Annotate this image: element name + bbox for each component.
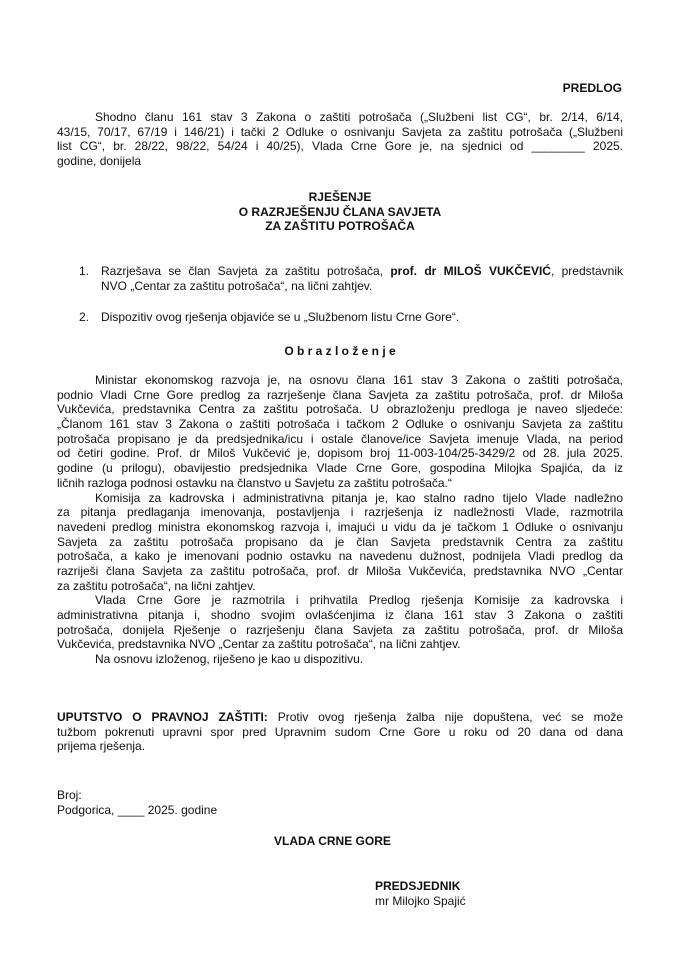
legal-remedy: [57, 710, 623, 754]
list-item-1: [79, 264, 623, 293]
paragraph-line: ličnih razloga podnosi ostavku na članstvo u Savjetu za zaštitu potrošača.“: [57, 475, 452, 490]
paragraph-line: navedeni predlog ministra ekonomskog razvoja i, imajući u vidu da je tačkom 1 Odluke o osnivanju: [57, 519, 623, 534]
paragraph-line: potrošača, donijela Rješenje o razrješenju člana Savjeta za zaštitu potrošača, prof. dr Miloša: [57, 622, 623, 637]
legal-line: tužbom pokrenuti upravni spor pred Upravnim sudom Crne Gore u roku od 20 dana od dana: [57, 724, 623, 739]
signatory-name: mr Milojko Spajić: [375, 894, 466, 908]
item-text-pre: Razrješava se član Savjeta za zaštitu potrošača,: [101, 264, 391, 278]
reasoning-paragraph: [57, 593, 623, 652]
signatory-role: PREDSJEDNIK: [375, 879, 461, 893]
legal-text: Protiv ovog rješenja žalba nije dopuštena, već se može: [267, 710, 623, 724]
title-line: O RAZRJEŠENJU ČLANA SAVJETA: [238, 204, 442, 219]
paragraph-line: „Članom 161 stav 3 Zakona o zaštiti potrošača i tačkom 2 Odluke o osnivanju Savjeta za zaštitu: [57, 417, 623, 432]
reasoning-heading: O b r a z l o ž e n j e: [284, 344, 396, 358]
paragraph-line: Vukčevića, predstavnika NVO „Centar za zaštitu potrošača“, na lični zahtjev.: [57, 637, 461, 652]
paragraph-line: Komisija za kadrovska i administrativna pitanja je, kao stalno radno tijelo Vlade nadležno: [95, 490, 623, 505]
paragraph-line: list CG“, br. 28/22, 98/22, 54/24 i 40/25), Vlada Crne Gore je, na sjednici od ________ 2025.: [57, 139, 623, 154]
paragraph-line: Vlada Crne Gore je razmotrila i prihvatila Predlog rješenja Komisije za kadrovska i: [95, 593, 623, 608]
item-text: NVO „Centar za zaštitu potrošača“, na lični zahtjev.: [101, 278, 373, 293]
legal-label: UPUTSTVO O PRAVNOJ ZAŠTITI:: [57, 710, 268, 724]
paragraph-line: 43/15, 70/17, 67/19 i 146/21) i tački 2 Odluke o osnivanju Savjeta za zaštitu potrošača („Službeni: [57, 124, 623, 139]
paragraph-line: Vukčevića, predstavnika Centra za zaštitu potrošača. U obrazloženju predloga je naveo sljedeće:: [57, 402, 623, 417]
list-item-2: [79, 310, 623, 325]
item-text: [101, 264, 623, 279]
paragraph-line: Na osnovu izloženog, riješeno je kao u dispozitivu.: [95, 652, 364, 667]
paragraph-line: za pitanja predlaganja imenovanja, postavljenja i razrješenja iz nadležnosti Vlade, razmotrila: [57, 505, 623, 520]
item-text-post: , predstavnik: [550, 264, 623, 278]
government-name: VLADA CRNE GORE: [274, 834, 391, 848]
title-line: RJEŠENJE: [308, 190, 372, 204]
paragraph-line: administrativna pitanja i, shodno svojim ovlašćenjima iz člana 161 stav 3 Zakona o zaštiti: [57, 608, 623, 622]
place-date: Podgorica, ____ 2025. godine: [57, 803, 218, 817]
list-number: 2.: [79, 310, 90, 324]
preamble: [57, 110, 623, 169]
legal-line: prijema rješenja.: [57, 739, 146, 754]
paragraph-line: potrošača propisano je da predsjednika/icu i ostale članove/ice Savjeta imenuje Vlada, na period: [57, 431, 623, 446]
document-title: [57, 190, 623, 234]
legal-line: [57, 710, 623, 725]
paragraph-line: potrošača, a kako je imenovani podnio ostavku na navedenu dužnost, podnijela Vladi predlog da: [57, 549, 623, 564]
title-line: ZA ZAŠTITU POTROŠAČA: [265, 219, 415, 234]
paragraph-line: od četiri godine. Prof. dr Miloš Vukčević je, dopisom broj 11-003-104/25-3429/2 od 28. jula 2025.: [57, 446, 623, 461]
list-number: 1.: [79, 264, 90, 278]
reasoning-paragraph: [57, 373, 623, 491]
paragraph-line: godine, donijela: [57, 154, 142, 169]
paragraph-line: za zaštitu potrošača“, na lični zahtjev.: [57, 578, 256, 593]
paragraph-line: Shodno članu 161 stav 3 Zakona o zaštiti potrošača („Službeni list CG“, br. 2/14, 6/14,: [95, 110, 623, 124]
proposal-label: PREDLOG: [562, 81, 622, 95]
paragraph-line: godine (u prilogu), obavijestio predsjednika Vlade Crne Gore, gospodina Milojka Spajića, da iz: [57, 461, 623, 476]
item-text: Dispozitiv ovog rješenja objaviće se u „Službenom listu Crne Gore“.: [101, 310, 460, 324]
paragraph-line: razriješi člana Savjeta za zaštitu potrošača, prof. dr Miloša Vukčevića, predstavnika NVO „Centar: [57, 563, 623, 578]
reasoning-paragraph: [57, 491, 623, 594]
paragraph-line: Ministar ekonomskog razvoja je, na osnovu člana 161 stav 3 Zakona o zaštiti potrošača,: [95, 373, 623, 387]
member-name: prof. dr MILOŠ VUKČEVIĆ: [390, 264, 551, 278]
paragraph-line: Savjeta za zaštitu potrošača propisano da je član Savjeta predstavnik Centra za zaštitu: [57, 534, 623, 549]
reasoning-body: [57, 373, 623, 667]
reference-number: Broj:: [57, 788, 82, 802]
reasoning-paragraph: [57, 652, 623, 667]
paragraph-line: podnio Vladi Crne Gore predlog za razrješenje člana Savjeta za zaštitu potrošača, prof. dr Miloša: [57, 387, 623, 402]
